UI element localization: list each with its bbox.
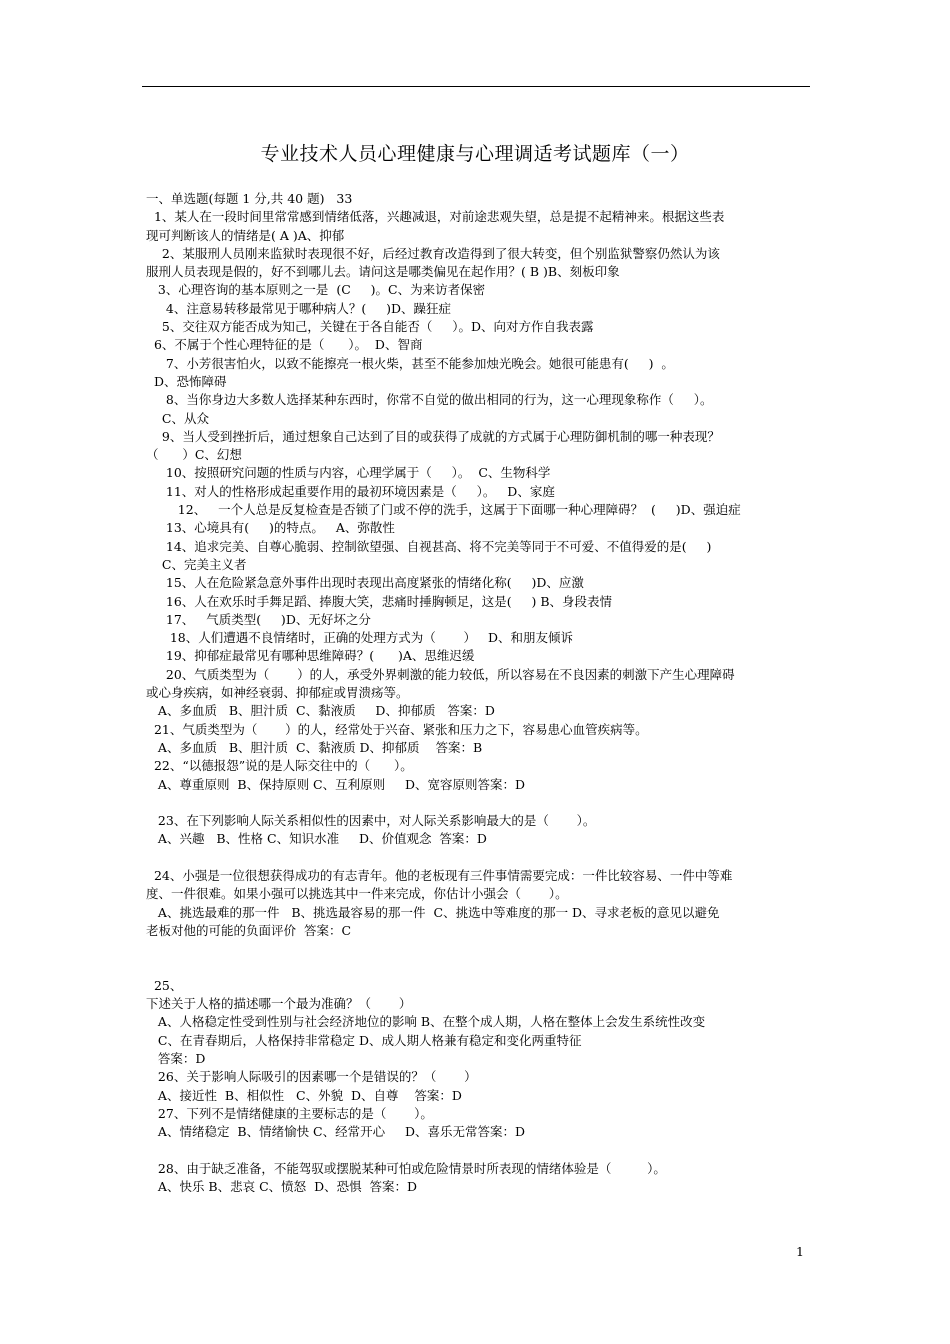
text-line: 9、当人受到挫折后，通过想象自己达到了目的或获得了成就的方式属于心理防御机制的哪一种表现？ xyxy=(146,428,720,444)
text-line: 3、心理咨询的基本原则之一是 (C )。C、为来访者保密 xyxy=(146,282,486,298)
text-line: 11、对人的性格形成起重要作用的最初环境因素是（ ）。 D、家庭 xyxy=(146,483,555,499)
text-line: 现可判断该人的情绪是( A )A、抑郁 xyxy=(146,227,345,243)
text-line: A、兴趣 B、性格 C、知识水准 D、价值观念 答案：D xyxy=(146,831,487,847)
blank-line xyxy=(146,1141,816,1159)
text-line: 2、某服刑人员刚来监狱时表现很不好，后经过教育改造得到了很大转变，但个别监狱警察仍然认为该 xyxy=(146,245,720,261)
text-line: A、人格稳定性受到性别与社会经济地位的影响 B、在整个成人期，人格在整体上会发生系统性改变 xyxy=(146,1014,706,1030)
document-title: 专业技术人员心理健康与心理调适考试题库（一） xyxy=(260,143,690,165)
blank-line xyxy=(146,849,816,867)
text-line: C、完美主义者 xyxy=(146,556,247,572)
text-line: 7、小芳很害怕火，以致不能擦亮一根火柴，甚至不能参加烛光晚会。她很可能患有( ) 。 xyxy=(146,355,674,371)
text-line: A、多血质 B、胆汁质 C、黏液质 D、抑郁质 答案：D xyxy=(146,703,495,719)
text-line: 24、小强是一位很想获得成功的有志青年。他的老板现有三件事情需要完成：一件比较容易、一件中等难 xyxy=(146,867,733,883)
text-line: 14、追求完美、自尊心脆弱、控制欲望强、自视甚高、将不完美等同于不可爱、不值得爱的是( ) xyxy=(146,538,712,554)
text-line: 16、人在欢乐时手舞足蹈、捧腹大笑，悲痛时捶胸顿足，这是( ) B、身段表情 xyxy=(146,593,613,609)
text-line: 25、 xyxy=(146,977,183,993)
page-number: 1 xyxy=(796,1244,804,1259)
text-line: 8、当你身边大多数人选择某种东西时，你常不自觉的做出相同的行为，这一心理现象称作（ ）。 xyxy=(146,392,713,408)
text-line: 1、某人在一段时间里常常感到情绪低落，兴趣减退，对前途悲观失望，总是提不起精神来。根据这些表 xyxy=(146,209,725,225)
text-line: （ ）C、幻想 xyxy=(146,447,242,463)
text-line: 26、关于影响人际吸引的因素哪一个是错误的？（ ） xyxy=(146,1069,477,1085)
text-line: D、恐怖障碍 xyxy=(146,373,227,389)
text-line: 6、不属于个性心理特征的是（ ）。 D、智商 xyxy=(146,337,423,353)
text-line: 10、按照研究问题的性质与内容，心理学属于（ ）。 C、生物科学 xyxy=(146,465,551,481)
text-line: 度、一件很难。如果小强可以挑选其中一件来完成，你估计小强会（ ）。 xyxy=(146,886,568,902)
text-line: 19、抑郁症最常见有哪种思维障碍？( )A、思维迟缓 xyxy=(146,648,475,664)
question-list xyxy=(146,190,816,1196)
text-line: A、情绪稳定 B、情绪愉快 C、经常开心 D、喜乐无常答案：D xyxy=(146,1124,526,1140)
text-line: 服刑人员表现是假的，好不到哪儿去。请问这是哪类偏见在起作用？( B )B、刻板印象 xyxy=(146,264,620,280)
text-line: 18、人们遭遇不良情绪时，正确的处理方式为（ ） D、和朋友倾诉 xyxy=(146,630,574,646)
text-line: A、尊重原则 B、保持原则 C、互利原则 D、宽容原则答案：D xyxy=(146,776,526,792)
text-line: C、从众 xyxy=(146,410,209,426)
text-line: 17、 气质类型( )D、无好坏之分 xyxy=(146,611,371,627)
text-line: A、快乐 B、悲哀 C、愤怒 D、恐惧 答案：D xyxy=(146,1179,418,1195)
text-line: 27、下列不是情绪健康的主要标志的是（ ）。 xyxy=(146,1105,433,1121)
text-line: C、在青春期后，人格保持非常稳定 D、成人期人格兼有稳定和变化两重特征 xyxy=(146,1032,582,1048)
text-line: 12、 一个人总是反复检查是否锁了门或不停的洗手，这属于下面哪一种心理障碍？ ( )D、强迫症 xyxy=(146,502,741,518)
blank-line xyxy=(146,940,816,958)
text-line: A、多血质 B、胆汁质 C、黏液质 D、抑郁质 答案：B xyxy=(146,739,483,755)
text-line: 5、交往双方能否成为知己，关键在于各自能否（ ）。D、向对方作自我表露 xyxy=(146,319,594,335)
text-line: 15、人在危险紧急意外事件出现时表现出高度紧张的情绪化称( )D、应激 xyxy=(146,575,584,591)
text-line: A、接近性 B、相似性 C、外貌 D、自尊 答案：D xyxy=(146,1087,462,1103)
text-line: 答案：D xyxy=(146,1050,206,1066)
text-line: 一、单选题(每题 1 分,共 40 题) 33 xyxy=(146,191,353,206)
header-rule xyxy=(142,86,810,87)
text-line: 13、心境具有( )的特点。 A、弥散性 xyxy=(146,520,395,536)
text-line: A、挑选最难的那一件 B、挑选最容易的那一件 C、挑选中等难度的那一 D、寻求老板的意见以避免 xyxy=(146,904,720,920)
text-line: 20、气质类型为（ ）的人，承受外界刺激的能力较低，所以容易在不良因素的刺激下产生心理障碍 xyxy=(146,666,735,682)
text-line: 22、“以德报怨”说的是人际交往中的（ ）。 xyxy=(146,758,413,774)
blank-line xyxy=(146,958,816,976)
blank-line xyxy=(146,794,816,812)
text-line: 28、由于缺乏准备，不能驾驭或摆脱某种可怕或危险情景时所表现的情绪体验是（ ）。 xyxy=(146,1160,666,1176)
text-line: 4、注意易转移最常见于哪种病人？( )D、躁狂症 xyxy=(146,300,451,316)
text-line: 23、在下列影响人际关系相似性的因素中，对人际关系影响最大的是（ ）。 xyxy=(146,813,596,829)
text-line: 或心身疾病，如神经衰弱、抑郁症或胃溃疡等。 xyxy=(146,685,409,701)
text-line: 21、气质类型为（ ）的人，经常处于兴奋、紧张和压力之下，容易患心血管疾病等。 xyxy=(146,721,648,737)
text-line: 下述关于人格的描述哪一个最为准确？（ ） xyxy=(146,996,412,1012)
text-line: 老板对他的可能的负面评价 答案：C xyxy=(146,922,352,938)
